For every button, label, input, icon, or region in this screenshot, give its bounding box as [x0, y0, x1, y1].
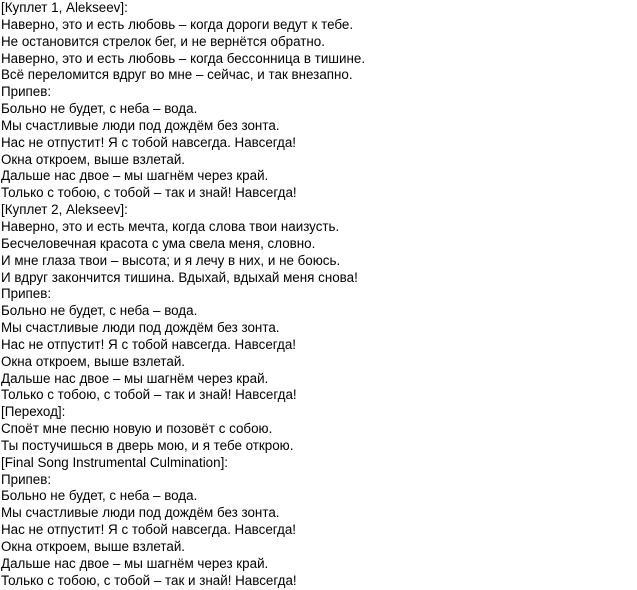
- section-header: [Куплет 2, Alekseev]:: [1, 202, 128, 218]
- lyric-line: Мы счастливые люди под дождём без зонта.: [1, 117, 280, 133]
- section-header: Припев:: [1, 286, 52, 302]
- lyric-line: Только с тобою, с тобой – так и знай! Навсегда!: [1, 572, 297, 588]
- section-header: [Куплет 1, Alekseev]:: [1, 0, 128, 15]
- lyric-line: Больно не будет, с неба – вода.: [1, 101, 198, 117]
- lyric-line: Нас не отпустит! Я с тобой навсегда. Навсегда!: [1, 336, 297, 352]
- lyric-line: Больно не будет, с неба – вода.: [1, 303, 198, 319]
- lyric-line: Нас не отпустит! Я с тобой навсегда. Навсегда!: [1, 522, 297, 538]
- section-header: Припев:: [1, 471, 52, 487]
- lyric-line: Дальше нас двое – мы шагнём через край.: [1, 555, 269, 571]
- lyric-line: Наверно, это и есть любовь – когда дороги ведут к тебе.: [1, 16, 354, 32]
- section-header: [Final Song Instrumental Culmination]:: [1, 454, 229, 470]
- lyric-line: Дальше нас двое – мы шагнём через край.: [1, 370, 269, 386]
- lyric-line: Наверно, это и есть мечта, когда слова твои наизусть.: [1, 218, 340, 234]
- lyric-line: Нас не отпустит! Я с тобой навсегда. Навсегда!: [1, 134, 297, 150]
- lyric-line: Больно не будет, с неба – вода.: [1, 488, 198, 504]
- lyric-line: Дальше нас двое – мы шагнём через край.: [1, 168, 269, 184]
- lyric-line: Только с тобою, с тобой – так и знай! Навсегда!: [1, 185, 297, 201]
- lyric-line: Окна откроем, выше взлетай.: [1, 151, 186, 167]
- lyric-line: Ты постучишься в дверь мою, и я тебе открою.: [1, 437, 294, 453]
- section-header: [Переход]:: [1, 404, 66, 420]
- lyric-line: Наверно, это и есть любовь – когда бессонница в тишине.: [1, 50, 366, 66]
- lyric-line: Мы счастливые люди под дождём без зонта.: [1, 320, 280, 336]
- lyric-line: Бесчеловечная красота с ума свела меня, словно.: [1, 235, 316, 251]
- lyric-line: Споёт мне песню новую и позовёт с собою.: [1, 421, 273, 437]
- lyric-line: И вдруг закончится тишина. Вдыхай, вдыхай меня снова!: [1, 269, 358, 285]
- lyric-line: Всё переломится вдруг во мне – сейчас, и так внезапно.: [1, 67, 353, 83]
- lyric-line: Мы счастливые люди под дождём без зонта.: [1, 505, 280, 521]
- lyric-line: Окна откроем, выше взлетай.: [1, 353, 186, 369]
- lyric-line: Не остановится стрелок бег, и не вернётся обратно.: [1, 33, 325, 49]
- lyric-line: И мне глаза твои – высота; и я лечу в них, и не боюсь.: [1, 252, 341, 268]
- section-header: Припев:: [1, 84, 52, 100]
- lyric-line: Только с тобою, с тобой – так и знай! Навсегда!: [1, 387, 297, 403]
- lyric-line: Окна откроем, выше взлетай.: [1, 539, 186, 554]
